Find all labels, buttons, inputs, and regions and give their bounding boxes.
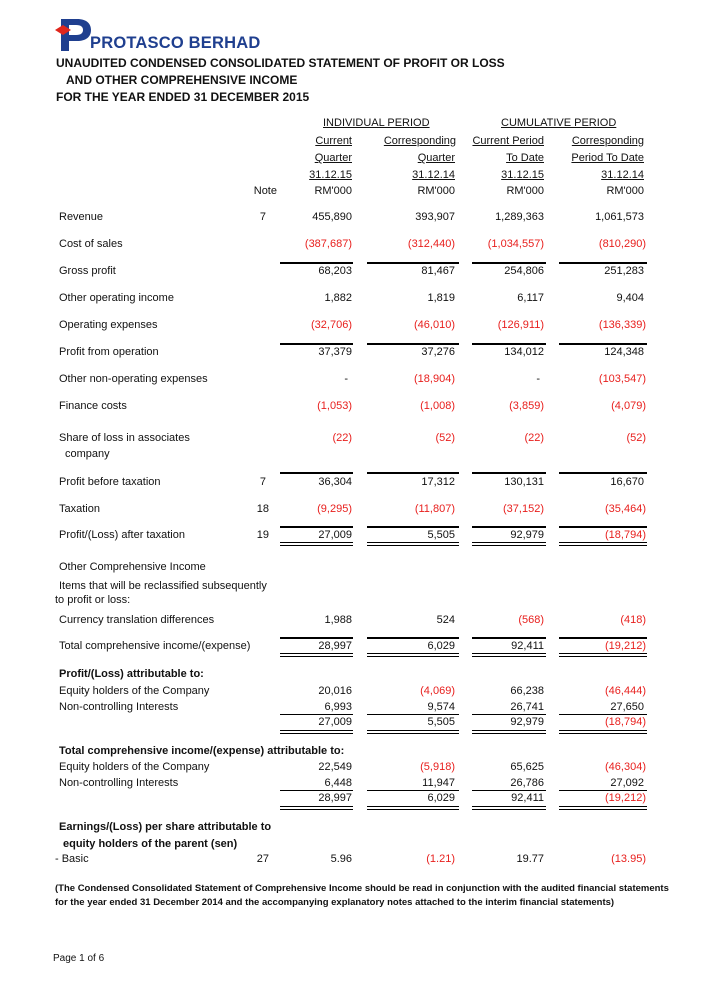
eps-basic-col3: 19.77 (516, 853, 544, 865)
share-of-loss-col1: (22) (332, 432, 352, 444)
profit-from-operation-col3: 134,012 (504, 346, 544, 358)
col3-header-line2: To Date (506, 152, 544, 164)
total-double-rule (472, 542, 546, 543)
eps-basic-col2: (1.21) (426, 853, 455, 865)
total-comprehensive-income-label: Total comprehensive income/(expense) (59, 640, 251, 652)
col2-header-date: 31.12.14 (412, 169, 455, 181)
profit-after-tax-col4: (18,794) (605, 529, 646, 541)
subtotal-rule (280, 343, 353, 345)
col1-header-line2: Quarter (314, 152, 352, 164)
tci-attr-total-col4: (19,212) (605, 792, 646, 804)
total-double-rule (367, 656, 459, 657)
profit-before-tax-col1: 36,304 (318, 476, 352, 488)
operating-expenses-col1: (32,706) (311, 319, 352, 331)
subtotal-rule (472, 262, 546, 264)
profit-attr-equity-label: Equity holders of the Company (59, 685, 210, 697)
subtotal-rule (559, 637, 647, 639)
col3-header-date: 31.12.15 (501, 169, 544, 181)
total-double-rule (559, 806, 647, 807)
operating-expenses-col4: (136,339) (598, 319, 646, 331)
page-number: Page 1 of 6 (53, 953, 105, 964)
total-double-rule (559, 809, 647, 810)
revenue-col1: 455,890 (312, 211, 352, 223)
profit-attributable-heading: Profit/(Loss) attributable to: (59, 668, 204, 680)
subtotal-rule (280, 637, 353, 639)
individual-period-header: INDIVIDUAL PERIOD (323, 117, 430, 129)
profit-from-operation-label: Profit from operation (59, 346, 159, 358)
total-double-rule (280, 733, 353, 734)
finance-costs-col2: (1,008) (420, 400, 455, 412)
taxation-col3: (37,152) (503, 503, 544, 515)
profit-attr-equity-col4: (46,444) (605, 685, 646, 697)
tci-attributable-heading: Total comprehensive income/(expense) attributable to: (59, 745, 345, 757)
eps-basic-label: - Basic (55, 853, 89, 865)
eps-basic-col4: (13.95) (611, 853, 646, 865)
col1-header-unit: RM'000 (314, 185, 352, 197)
profit-before-tax-col4: 16,670 (610, 476, 644, 488)
total-double-rule (280, 653, 353, 654)
total-double-rule (280, 545, 353, 546)
profit-attr-total-col3: 92,979 (510, 716, 544, 728)
subtotal-rule (367, 472, 459, 474)
col2-header-line2: Quarter (417, 152, 455, 164)
other-operating-income-col4: 9,404 (616, 292, 644, 304)
subtotal-rule (367, 526, 459, 528)
currency-translation-col1: 1,988 (324, 614, 352, 626)
subtotal-rule (280, 472, 353, 474)
profit-after-tax-label: Profit/(Loss) after taxation (59, 529, 185, 541)
total-comprehensive-income-col4: (19,212) (605, 640, 646, 652)
cost-of-sales-col1: (387,687) (304, 238, 352, 250)
total-double-rule (367, 730, 459, 731)
currency-translation-col2: 524 (436, 614, 455, 626)
taxation-label: Taxation (59, 503, 100, 515)
profit-after-tax-col1: 27,009 (318, 529, 352, 541)
profit-attr-equity-col2: (4,069) (420, 685, 455, 697)
subtotal-rule (367, 790, 459, 791)
total-double-rule (367, 809, 459, 810)
eps-basic-note: 27 (256, 853, 269, 865)
profit-attr-nci-col4: 27,650 (610, 701, 644, 713)
share-of-loss-label-cont: company (65, 448, 110, 460)
total-double-rule (472, 809, 546, 810)
profit-attr-nci-col2: 9,574 (427, 701, 455, 713)
revenue-col4: 1,061,573 (595, 211, 644, 223)
total-double-rule (472, 656, 546, 657)
total-double-rule (559, 542, 647, 543)
eps-heading-1: Earnings/(Loss) per share attributable to (59, 821, 272, 833)
tci-attr-nci-col3: 26,786 (510, 777, 544, 789)
eps-heading-2: equity holders of the parent (sen) (63, 838, 238, 850)
profit-attr-nci-col1: 6,993 (324, 701, 352, 713)
subtotal-rule (472, 343, 546, 345)
subtotal-rule (472, 714, 546, 715)
operating-expenses-col2: (46,010) (414, 319, 455, 331)
taxation-col4: (35,464) (605, 503, 646, 515)
other-non-operating-expenses-col1: - (344, 373, 348, 385)
profit-from-operation-col1: 37,379 (318, 346, 352, 358)
total-double-rule (280, 656, 353, 657)
oci-heading: Other Comprehensive Income (59, 561, 206, 573)
col2-header-line1: Corresponding (383, 135, 456, 147)
other-non-operating-expenses-label: Other non-operating expenses (59, 373, 208, 385)
total-comprehensive-income-col3: 92,411 (511, 640, 544, 652)
subtotal-rule (280, 526, 353, 528)
subtotal-rule (367, 343, 459, 345)
tci-attr-nci-col1: 6,448 (324, 777, 352, 789)
tci-attr-equity-col2: (5,918) (420, 761, 455, 773)
total-double-rule (472, 545, 546, 546)
taxation-col1: (9,295) (317, 503, 352, 515)
col4-header-line2: Period To Date (571, 152, 644, 164)
gross-profit-col3: 254,806 (504, 265, 544, 277)
subtotal-rule (367, 714, 459, 715)
col1-header-line1: Current (315, 135, 352, 147)
company-name: PROTASCO BERHAD (90, 34, 261, 52)
subtotal-rule (559, 526, 647, 528)
profit-before-tax-note: 7 (259, 476, 266, 488)
revenue-col2: 393,907 (415, 211, 455, 223)
operating-expenses-col3: (126,911) (497, 319, 544, 331)
subtotal-rule (559, 262, 647, 264)
gross-profit-col4: 251,283 (604, 265, 644, 277)
currency-translation-label: Currency translation differences (59, 614, 215, 626)
profit-attr-equity-col3: 66,238 (510, 685, 544, 697)
total-double-rule (367, 653, 459, 654)
share-of-loss-col2: (52) (435, 432, 455, 444)
subtotal-rule (280, 790, 353, 791)
total-double-rule (280, 809, 353, 810)
protasco-logo-icon (53, 17, 93, 51)
tci-attr-nci-col2: 11,947 (422, 777, 455, 789)
finance-costs-col3: (3,859) (509, 400, 544, 412)
profit-from-operation-col2: 37,276 (421, 346, 455, 358)
total-double-rule (559, 653, 647, 654)
revenue-col3: 1,289,363 (495, 211, 544, 223)
subtotal-rule (559, 790, 647, 791)
footnote-line-1: (The Condensed Consolidated Statement of Comprehensive Income should be read in conjunction with the audited financial statements (55, 883, 669, 894)
taxation-note: 18 (256, 503, 269, 515)
share-of-loss-col4: (52) (626, 432, 646, 444)
profit-attr-total-col4: (18,794) (605, 716, 646, 728)
total-comprehensive-income-col1: 28,997 (318, 640, 352, 652)
total-double-rule (280, 806, 353, 807)
revenue-note: 7 (259, 211, 266, 223)
subtotal-rule (280, 714, 353, 715)
cost-of-sales-col4: (810,290) (598, 238, 646, 250)
oci-subheading-2: to profit or loss: (55, 594, 131, 606)
total-double-rule (472, 730, 546, 731)
subtotal-rule (472, 790, 546, 791)
cost-of-sales-col2: (312,440) (407, 238, 455, 250)
revenue-label: Revenue (59, 211, 104, 223)
profit-after-tax-note: 19 (256, 529, 269, 541)
total-double-rule (559, 656, 647, 657)
col2-header-unit: RM'000 (417, 185, 455, 197)
finance-costs-col4: (4,079) (611, 400, 646, 412)
tci-attr-nci-col4: 27,092 (610, 777, 644, 789)
profit-after-tax-col3: 92,979 (510, 529, 544, 541)
cost-of-sales-col3: (1,034,557) (487, 238, 544, 250)
other-operating-income-label: Other operating income (59, 292, 174, 304)
profit-before-tax-col3: 130,131 (504, 476, 544, 488)
other-operating-income-col1: 1,882 (324, 292, 352, 304)
total-double-rule (559, 545, 647, 546)
finance-costs-label: Finance costs (59, 400, 127, 412)
profit-before-tax-col2: 17,312 (421, 476, 455, 488)
profit-attr-total-col2: 5,505 (427, 716, 455, 728)
tci-attr-equity-col3: 65,625 (510, 761, 544, 773)
subtotal-rule (472, 526, 546, 528)
col3-header-unit: RM'000 (506, 185, 544, 197)
other-non-operating-expenses-col4: (103,547) (598, 373, 646, 385)
finance-costs-col1: (1,053) (317, 400, 352, 412)
statement-period: FOR THE YEAR ENDED 31 DECEMBER 2015 (56, 90, 310, 104)
tci-attr-total-col2: 6,029 (427, 792, 455, 804)
taxation-col2: (11,807) (414, 503, 455, 515)
share-of-loss-label: Share of loss in associates (59, 432, 190, 444)
subtotal-rule (367, 262, 459, 264)
profit-after-tax-col2: 5,505 (427, 529, 455, 541)
tci-attr-equity-col1: 22,549 (318, 761, 352, 773)
tci-attr-total-col3: 92,411 (511, 792, 544, 804)
cumulative-period-header: CUMULATIVE PERIOD (501, 117, 617, 129)
other-non-operating-expenses-col3: - (536, 373, 540, 385)
profit-attr-nci-label: Non-controlling Interests (59, 701, 179, 713)
subtotal-rule (559, 343, 647, 345)
col4-header-unit: RM'000 (606, 185, 644, 197)
total-double-rule (367, 733, 459, 734)
statement-title-line1: UNAUDITED CONDENSED CONSOLIDATED STATEMENT OF PROFIT OR LOSS (56, 56, 505, 70)
profit-attr-nci-col3: 26,741 (510, 701, 544, 713)
other-non-operating-expenses-col2: (18,904) (414, 373, 455, 385)
profit-before-tax-label: Profit before taxation (59, 476, 161, 488)
col1-header-date: 31.12.15 (309, 169, 352, 181)
oci-subheading-1: Items that will be reclassified subsequently (59, 580, 267, 592)
total-double-rule (367, 806, 459, 807)
total-double-rule (367, 545, 459, 546)
subtotal-rule (559, 714, 647, 715)
gross-profit-label: Gross profit (59, 265, 116, 277)
gross-profit-col2: 81,467 (421, 265, 455, 277)
statement-title-line2: AND OTHER COMPREHENSIVE INCOME (66, 73, 298, 87)
profit-attr-total-col1: 27,009 (318, 716, 352, 728)
subtotal-rule (472, 472, 546, 474)
total-double-rule (559, 730, 647, 731)
share-of-loss-col3: (22) (524, 432, 544, 444)
col3-header-line1: Current Period (472, 135, 544, 147)
total-double-rule (472, 806, 546, 807)
col4-header-date: 31.12.14 (601, 169, 644, 181)
total-double-rule (472, 733, 546, 734)
subtotal-rule (367, 637, 459, 639)
tci-attr-nci-label: Non-controlling Interests (59, 777, 179, 789)
subtotal-rule (280, 262, 353, 264)
profit-from-operation-col4: 124,348 (604, 346, 644, 358)
footnote-line-2: for the year ended 31 December 2014 and the accompanying explanatory notes attached to the interim financial statements) (55, 897, 615, 908)
gross-profit-col1: 68,203 (318, 265, 352, 277)
total-double-rule (280, 542, 353, 543)
eps-basic-col1: 5.96 (330, 853, 352, 865)
other-operating-income-col3: 6,117 (517, 292, 544, 304)
total-double-rule (559, 733, 647, 734)
total-double-rule (280, 730, 353, 731)
total-comprehensive-income-col2: 6,029 (427, 640, 455, 652)
total-double-rule (367, 542, 459, 543)
other-operating-income-col2: 1,819 (427, 292, 455, 304)
tci-attr-equity-label: Equity holders of the Company (59, 761, 210, 773)
subtotal-rule (472, 637, 546, 639)
cost-of-sales-label: Cost of sales (59, 238, 123, 250)
profit-attr-equity-col1: 20,016 (318, 685, 352, 697)
operating-expenses-label: Operating expenses (59, 319, 158, 331)
col4-header-line1: Corresponding (571, 135, 644, 147)
currency-translation-col4: (418) (620, 614, 646, 626)
currency-translation-col3: (568) (518, 614, 544, 626)
tci-attr-total-col1: 28,997 (318, 792, 352, 804)
tci-attr-equity-col4: (46,304) (605, 761, 646, 773)
note-header: Note (253, 185, 277, 197)
subtotal-rule (559, 472, 647, 474)
total-double-rule (472, 653, 546, 654)
